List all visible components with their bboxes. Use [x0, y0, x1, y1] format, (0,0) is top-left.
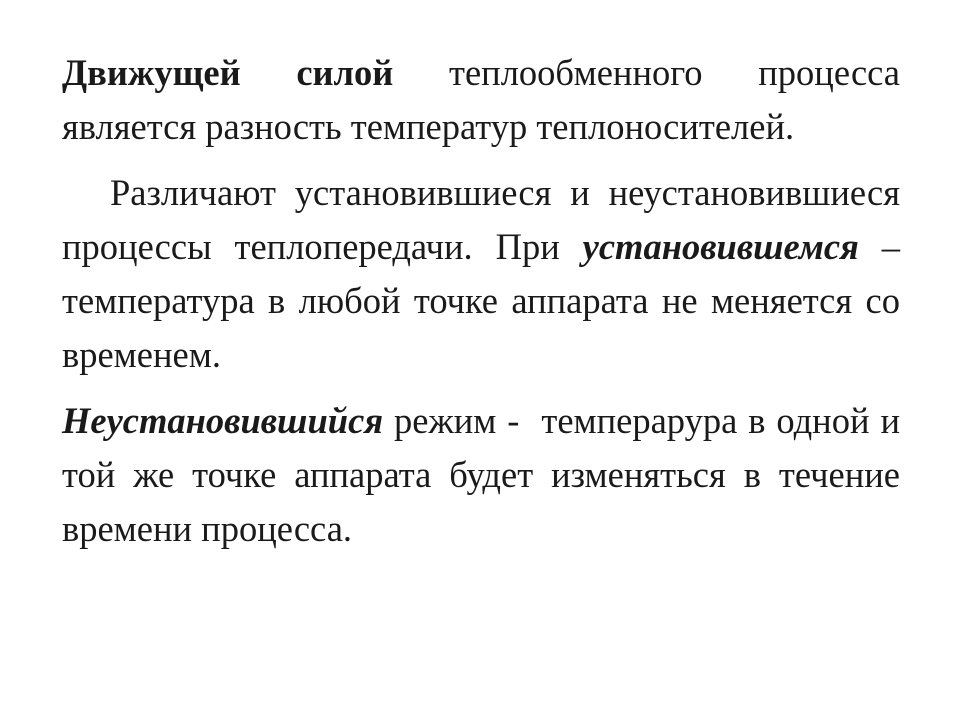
term-steady-state: установившемся — [582, 226, 859, 267]
term-unsteady-state: Неустановившийся — [62, 400, 384, 441]
paragraph-driving-force — [62, 46, 900, 154]
paragraph-3-text: режим - темперарура в одной и той же точке аппарата будет изменяться в течение времени процесса. — [62, 400, 910, 549]
paragraph-2-text-before: Различают установившиеся и неустановившиеся процессы теплопередачи. При — [62, 172, 900, 267]
term-driving-force: Движущей силой — [62, 52, 394, 93]
paragraph-1-text: теплообменного процесса является разность температур теплоносителей. — [62, 52, 900, 147]
slide-content — [62, 46, 910, 556]
paragraph-2-text-after: – температура в любой точке аппарата не меняется со временем. — [62, 226, 901, 375]
paragraph-unsteady-mode — [62, 394, 910, 556]
paragraph-process-types — [62, 166, 900, 382]
